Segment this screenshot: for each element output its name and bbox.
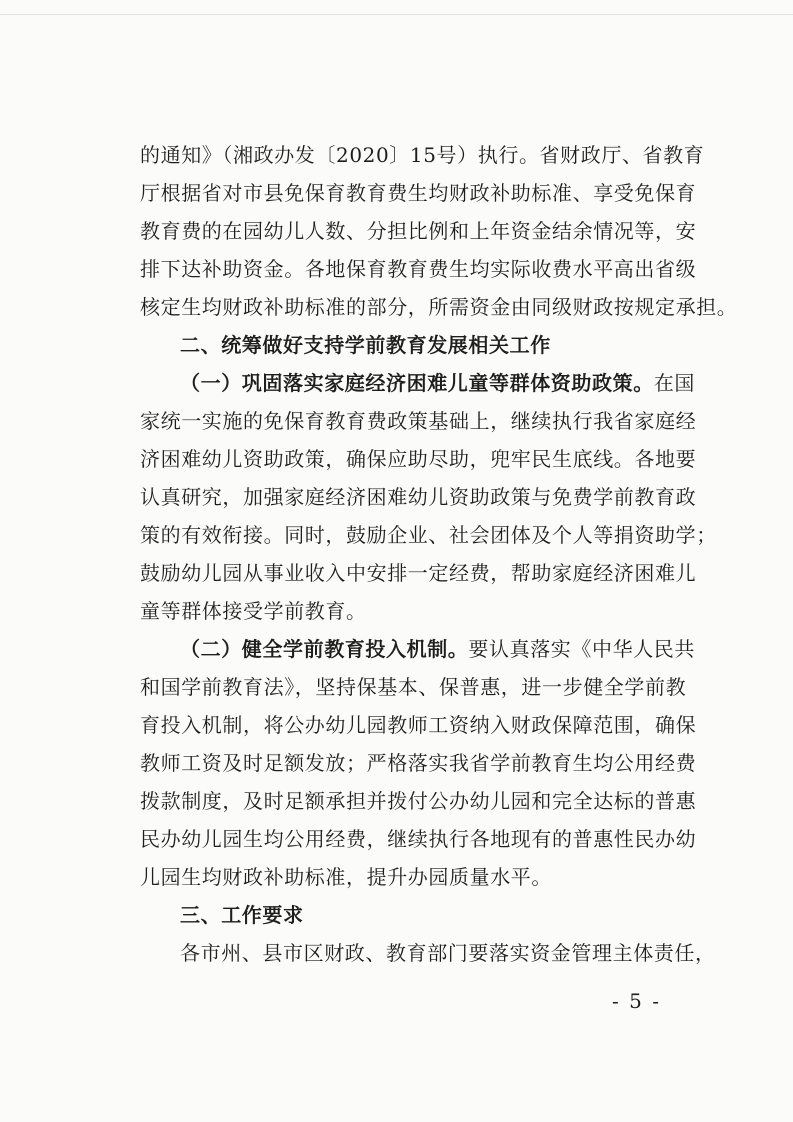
body-line-3: 教育费的在园幼儿人数、分担比例和上年资金结余情况等，安	[140, 219, 697, 243]
item-1-line-2: 家统一实施的免保育教育费政策基础上，继续执行我省家庭经	[140, 409, 697, 433]
item-2-first-line	[180, 634, 696, 664]
section-3-heading: 三、工作要求	[180, 903, 304, 927]
body-line-2: 厅根据省对市县免保育教育费生均财政补助标准、享受免保育	[140, 181, 697, 205]
body-line-5: 核定生均财政补助标准的部分，所需资金由同级财政按规定承担。	[140, 295, 738, 319]
item-1-first-line-rest: 在国	[653, 371, 696, 395]
item-2-first-line-rest: 要认真落实《中华人民共	[468, 637, 696, 661]
item-2-line-2: 和国学前教育法》，坚持保基本、保普惠，进一步健全学前教	[140, 675, 687, 699]
section-2-heading: 二、统筹做好支持学前教育发展相关工作	[180, 333, 551, 357]
item-1-line-6: 鼓励幼儿园从事业收入中安排一定经费，帮助家庭经济困难儿	[140, 561, 697, 585]
scan-edge-line	[0, 14, 793, 15]
item-1-line-5: 策的有效衔接。同时，鼓励企业、社会团体及个人等捐资助学；	[140, 523, 717, 547]
item-2-line-7: 儿园生均财政补助标准，提升办园质量水平。	[140, 865, 552, 889]
section-3-first-line: 各市州、县市区财政、教育部门要落实资金管理主体责任，	[180, 941, 716, 965]
item-2-line-6: 民办幼儿园生均公用经费，继续执行各地现有的普惠性民办幼	[140, 827, 697, 851]
page-number: - 5 -	[612, 989, 661, 1013]
item-1-line-7: 童等群体接受学前教育。	[140, 599, 367, 623]
item-1-line-4: 认真研究，加强家庭经济困难幼儿资助政策与免费学前教育政	[140, 485, 697, 509]
item-1-line-3: 济困难幼儿资助政策，确保应助尽助，兜牢民生底线。各地要	[140, 447, 697, 471]
item-1-title: （一）巩固落实家庭经济困难儿童等群体资助政策。	[180, 371, 654, 395]
item-2-title: （二）健全学前教育投入机制。	[180, 637, 469, 661]
item-1-first-line	[180, 368, 696, 398]
body-line-1: 的通知》（湘政办发〔2020〕15号）执行。省财政厅、省教育	[140, 143, 705, 167]
item-2-line-3: 育投入机制，将公办幼儿园教师工资纳入财政保障范围，确保	[140, 713, 697, 737]
item-2-line-5: 拨款制度，及时足额承担并拨付公办幼儿园和完全达标的普惠	[140, 789, 697, 813]
item-2-line-4: 教师工资及时足额发放；严格落实我省学前教育生均公用经费	[140, 751, 697, 775]
body-line-4: 排下达补助资金。各地保育教育费生均实际收费水平高出省级	[140, 257, 697, 281]
